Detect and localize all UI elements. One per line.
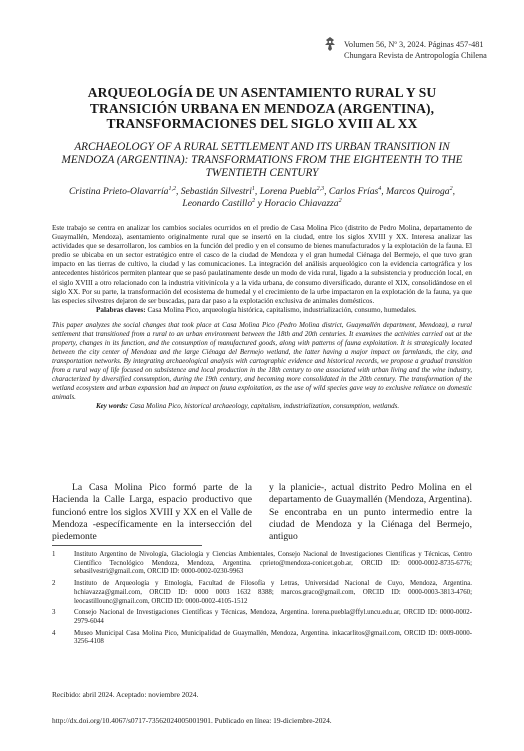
keywords-text: Casa Molina Pico, historical archaeology, capitalism, industrialization, consumption, wetlands. bbox=[129, 402, 400, 410]
article-title-spanish: ARQUEOLOGÍA DE UN ASENTAMIENTO RURAL Y SU TRANSICIÓN URBANA EN MENDOZA (ARGENTINA), TRANSFORMACIONES DEL SIGLO XVIII AL XX bbox=[87, 85, 437, 131]
footnote bbox=[52, 580, 472, 606]
keywords-label: Key words: bbox=[96, 402, 129, 410]
footnote-number: 4 bbox=[52, 629, 56, 637]
journal-logo-icon bbox=[323, 36, 337, 52]
body-column-left: La Casa Molina Pico formó parte de la Hacienda la Calle Larga, espacio productivo que funcionó entre los siglos XVIII y XX en el Valle de Mendoza -específicamente en la intersección del piedemonte bbox=[52, 482, 252, 543]
author-affiliation: 2,3 bbox=[316, 185, 325, 192]
author-affiliation: 2 bbox=[449, 185, 453, 192]
author-name: Leonardo Castillo bbox=[182, 198, 253, 210]
footnote-number: 1 bbox=[52, 551, 56, 558]
body-column-right: y la planicie-, actual distrito Pedro Molina en el departamento de Guaymallén (Mendoza, Argentina). Se encontraba en un punto intermedio entre la ciudad de Mendoza y la Ciénaga del Bermejo, antiguo bbox=[269, 482, 472, 543]
footnote-number: 3 bbox=[52, 609, 56, 617]
author-affiliation: 4 bbox=[378, 185, 382, 192]
footnote-text: Consejo Nacional de Investigaciones Científicas y Técnicas, Mendoza, Argentina. lorena.puebla@ffyl.uncu.edu.ar, ORCID ID: 0000-0002-2979-6044 bbox=[74, 609, 472, 625]
footnote bbox=[52, 551, 472, 577]
author-affiliation: 2 bbox=[252, 198, 256, 205]
author-affiliation: 1,2 bbox=[168, 185, 176, 192]
author-name: Cristina Prieto-Olavarría bbox=[69, 186, 169, 197]
author-affiliation: 2 bbox=[338, 198, 342, 205]
received-accepted-dates: Recibido: abril 2024. Aceptado: noviembre 2024. bbox=[52, 690, 199, 699]
abstract-english bbox=[52, 321, 472, 411]
footnote bbox=[52, 630, 472, 647]
author-name: Marcos Quiroga bbox=[386, 186, 450, 197]
doi-link[interactable]: http://dx.doi.org/10.4067/s0717-73562024005001901. Publicado en línea: 19-diciembre-2024. bbox=[52, 716, 332, 725]
footnote-text: Instituto de Arqueología y Etnología, Facultad de Filosofía y Letras, Universidad Nacional de Cuyo, Mendoza, Argentina. hchiavazza@gmail.com, ORCID ID: 0000 0003 1632 8388; marcos.graco@gmail.com, ORCID ID: 0000-0003-3813-4760; leocastillounc@gmail.com, ORCID ID: 0000-0002-4105-1512 bbox=[74, 580, 472, 605]
journal-name: Chungara Revista de Antropología Chilena bbox=[344, 51, 487, 60]
author-name: Horacio Chiavazza bbox=[264, 198, 339, 210]
author-name: Carlos Frías bbox=[328, 186, 379, 197]
abstract-spanish bbox=[52, 224, 472, 315]
keywords-label: Palabras claves: bbox=[96, 305, 146, 314]
author-affiliation: 1 bbox=[251, 185, 255, 192]
abstract-text: This paper analyzes the social changes that took place at Casa Molina Pico (Pedro Molina district, Guaymallén department, Mendoza), a rural settlement that transitioned from a rural to an urban environment between the 18th and 20th centuries. It examines the activities carried out at the property, changes in its function, and the consumption of manufactured goods, along with patterns of fauna exploitation. It is strategically located between the city center of Mendoza and the large Ciénaga del Bermejo wetland, the latter having a major impact on farmlands, the city, and transportation networks. By integrating archaeological analysis with cartographic evidence and historical records, we propose a gradual transition from a rural way of life focused on subsistence and local production in the 18th century to one associated with urban living and the wine industry, characterized by diversified consumption, during the 19th century, and becoming more consolidated in the 20th century. The transformation of the wetland ecosystem and urban expansion had an impact on fauna exploitation, as the use of wild species gave way to exclusive reliance on domestic animals. bbox=[52, 321, 472, 401]
footnote-text: Museo Municipal Casa Molina Pico, Municipalidad de Guaymallén, Mendoza, Argentina. inkacarlitos@gmail.com, ORCID ID: 0009-0000-3256-4108 bbox=[74, 629, 472, 646]
keywords-text: Casa Molina Pico, arqueología histórica, capitalismo, industrialización, consumo, humedales. bbox=[147, 305, 417, 314]
author-name: Sebastián Silvestri bbox=[180, 186, 252, 197]
keywords-line bbox=[52, 306, 472, 315]
footnote-text: Instituto Argentino de Nivología, Glaciología y Ciencias Ambientales, Consejo Nacional de Investigaciones Científicas y Técnicas, Centro Científico Tecnológico Mendoza, Mendoza, Argentina. cprieto@mendoza-conicet.gob.ar, ORCID ID: 0000-0002-8735-6776; sebasilvestri@gmail.com, ORCID ID: 0000-0002-0230-9963 bbox=[74, 551, 472, 576]
author-name: Lorena Puebla bbox=[259, 186, 317, 197]
abstract-text: Este trabajo se centra en analizar los cambios sociales ocurridos en el predio de Casa Molina Pico (distrito de Pedro Molina, departamento de Guaymallén, Mendoza), asentamiento originalmente rural que se insertó en la ciudad, entre los siglos XVIII y XX. Interesa analizar las actividades que se desarrollaron, los cambios en la función del predio y en el consumo de bienes manufacturados y la explotación de la fauna. El predio se ubicaba en un sector estratégico entre el casco de la ciudad de Mendoza y el gran humedal Ciénaga del Bermejo, el que tuvo gran impacto en las tierras de cultivo, la ciudad y las comunicaciones. La integración del análisis arqueológico con la evidencia cartográfica y los antecedentes históricos permiten plantear que se pasó paulatinamente desde un modo de vida rural, ligado a la subsistencia y producción local, en el siglo XVIII a otro relacionado con la industria vitivinícola y a la vida urbana, de consumo diversificado, durante el XIX, consolidándose en el siglo XX. Por su parte, la transformación del ecosistema de humedal y el crecimiento de la urbe impactaron en la explotación de la fauna, ya que las especies silvestres dejaron de ser buscadas, para dar paso a la explotación exclusiva de animales domésticos. bbox=[52, 224, 472, 305]
footnote-number: 2 bbox=[52, 580, 56, 588]
keywords-line bbox=[52, 402, 472, 411]
footnote bbox=[52, 609, 472, 626]
author-list: Cristina Prieto-Olavarría$^{1,2}$, Sebastián Silvestri$^1$, Lorena Puebla$^{2,3}$, Carlos Frías$^4$, Marcos Quiroga$^2$, Leonardo Castillo$^2$ y Horacio Chiavazza$^2$ bbox=[69, 185, 455, 210]
footnotes bbox=[52, 551, 472, 650]
journal-volume-info: Volumen 56, Nº 3, 2024. Páginas 457-481 bbox=[344, 40, 484, 49]
article-title-english: ARCHAEOLOGY OF A RURAL SETTLEMENT AND ITS URBAN TRANSITION IN MENDOZA (ARGENTINA): TRANSFORMATIONS FROM THE EIGHTEENTH TO THE TWENTIETH CENTURY bbox=[61, 141, 463, 179]
footnote-divider bbox=[52, 545, 202, 546]
author-connector: y bbox=[257, 198, 262, 210]
